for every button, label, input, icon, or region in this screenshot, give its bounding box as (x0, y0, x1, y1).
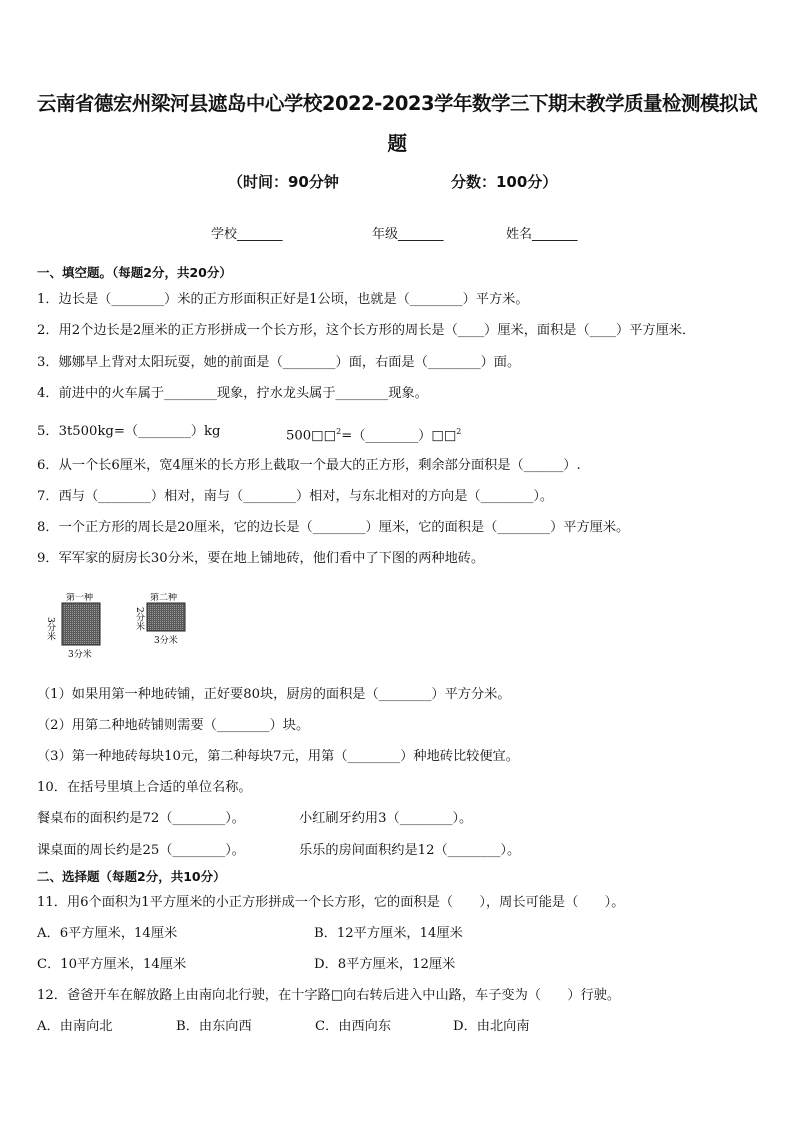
question-7: 7．西与（________）相对，南与（________）相对，与东北相对的方向是（________）。 (37, 489, 554, 504)
question-12-option-d[interactable]: D．由北向南 (453, 1019, 530, 1034)
name-field[interactable]: 姓名_______ (506, 227, 578, 242)
question-9-part-1: （1）如果用第一种地砖铺，正好要80块，厨房的面积是（________）平方分米。 (37, 687, 511, 702)
question-11-option-d[interactable]: D．8平方厘米，12厘米 (314, 957, 456, 972)
question-10-c: 课桌面的周长约是25（________）。 (37, 843, 245, 858)
question-10: 10．在括号里填上合适的单位名称。 (37, 780, 252, 795)
question-5-left: 5．3t500kg=（________）kg (37, 424, 221, 439)
tile-second-bottom-label: 3分米 (154, 636, 178, 646)
section-heading-choice: 二、选择题（每题2分，共10分） (37, 869, 226, 884)
question-9: 9．军军家的厨房长30分米，要在地上铺地砖，他们看中了下图的两种地砖。 (37, 551, 485, 566)
question-11-option-b[interactable]: B．12平方厘米，14厘米 (314, 926, 463, 941)
tile-figure (46, 593, 206, 661)
q5-exponent: 2 (336, 427, 342, 436)
tile-second-side-label: 2分米 (134, 607, 144, 631)
tile-first-title: 第一种 (66, 593, 94, 603)
tile-first-side-label: 3分米 (46, 617, 55, 641)
question-4: 4．前进中的火车属于________现象，拧水龙头属于________现象。 (37, 386, 428, 401)
question-12-option-b[interactable]: B．由东向西 (176, 1019, 252, 1034)
question-11: 11．用6个面积为1平方厘米的小正方形拼成一个长方形，它的面积是（ ），周长可能是（ ）。 (37, 895, 625, 910)
question-9-part-2: （2）用第二种地砖铺则需要（________）块。 (37, 718, 310, 733)
question-12: 12．爸爸开车在解放路上由南向北行驶，在十字路□向右转后进入中山路，车子变为（ ）行驶。 (37, 988, 621, 1003)
question-10-d: 乐乐的房间面积约是12（________）。 (299, 843, 521, 858)
question-12-option-a[interactable]: A．由南向北 (37, 1019, 113, 1034)
section-heading-fill-blank: 一、填空题。（每题2分，共20分） (37, 265, 232, 280)
tile-first-bottom-label: 3分米 (68, 650, 92, 660)
tile-second-rect (147, 603, 185, 631)
question-1: 1．边长是（________）米的正方形面积正好是1公顷，也就是（________）平方米。 (37, 292, 529, 307)
school-field[interactable]: 学校_______ (211, 227, 283, 242)
question-3: 3．娜娜早上背对太阳玩耍，她的前面是（________）面，右面是（________）面。 (37, 355, 521, 370)
question-10-a: 餐桌布的面积约是72（________）。 (37, 811, 245, 826)
exam-score: 分数：100分） (451, 173, 558, 191)
page-title: 云南省德宏州梁河县遮岛中心学校2022-2023学年数学三下期末教学质量检测模拟试题 (36, 92, 758, 155)
question-11-option-a[interactable]: A．6平方厘米，14厘米 (37, 926, 178, 941)
question-8: 8．一个正方形的周长是20厘米，它的边长是（________）厘米，它的面积是（________）平方厘米。 (37, 520, 630, 535)
question-2: 2．用2个边长是2厘米的正方形拼成一个长方形，这个长方形的周长是（____）厘米，面积是（____）平方厘米． (37, 323, 696, 338)
grade-field[interactable]: 年级_______ (372, 227, 444, 242)
tile-first-square (62, 603, 100, 645)
tile-figure-svg (46, 593, 206, 661)
question-9-part-3: （3）第一种地砖每块10元，第二种每块7元，用第（________）种地砖比较便宜。 (37, 749, 519, 764)
q5-blank: =（________）□□ (341, 428, 457, 444)
question-6: 6．从一个长6厘米，宽4厘米的长方形上截取一个最大的正方形，剩余部分面积是（______）. (37, 458, 581, 473)
question-10-b: 小红刷牙约用3（________）。 (299, 811, 473, 826)
question-11-option-c[interactable]: C．10平方厘米，14厘米 (37, 957, 187, 972)
q5-value: 500□□ (286, 428, 337, 444)
q5-exponent-2: 2 (456, 427, 462, 436)
question-5-right (286, 423, 461, 445)
tile-second-title: 第二种 (150, 593, 178, 603)
exam-time: （时间：90分钟 (228, 173, 339, 191)
question-12-option-c[interactable]: C．由西向东 (315, 1019, 392, 1034)
